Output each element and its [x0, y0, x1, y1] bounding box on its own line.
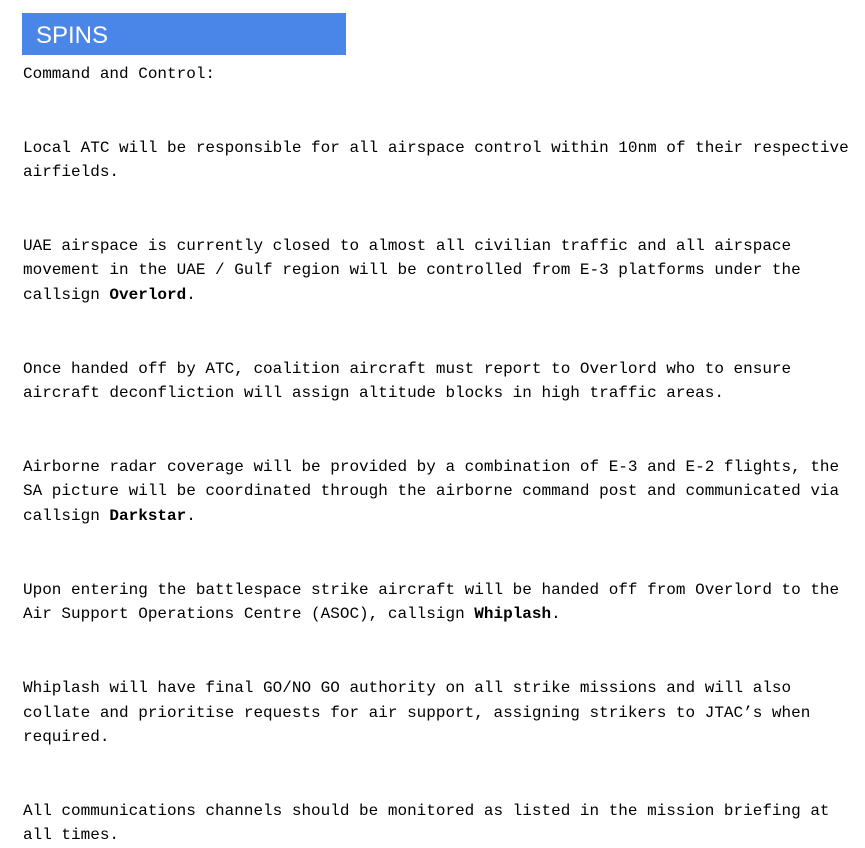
paragraph-2-line-2: movement in the UAE / Gulf region will be controlled from E-3 platforms under the — [23, 261, 801, 279]
paragraph-6-line-3: required. — [23, 728, 110, 746]
paragraph-1-line-1: Local ATC will be responsible for all airspace control within 10nm of their respective — [23, 139, 849, 157]
paragraph-3-line-1: Once handed off by ATC, coalition aircraft must report to Overlord who to ensure — [23, 360, 792, 378]
paragraph-4-line-3-prefix: callsign — [23, 507, 110, 525]
paragraph-3-line-2: aircraft deconfliction will assign altitude blocks in high traffic areas. — [23, 384, 724, 402]
callsign-overlord: Overlord — [109, 286, 187, 304]
paragraph-2-line-3 — [23, 283, 196, 308]
section-header-banner — [22, 13, 346, 55]
paragraph-7-line-2: all times. — [23, 826, 120, 844]
paragraph-5-line-2-suffix: . — [551, 605, 561, 623]
paragraph-4-line-2: SA picture will be coordinated through the airborne command post and communicated via — [23, 482, 840, 500]
paragraph-2-line-3-suffix: . — [186, 286, 196, 304]
paragraph-6-line-1: Whiplash will have final GO/NO GO authority on all strike missions and will also — [23, 679, 792, 697]
paragraph-2-line-3-prefix: callsign — [23, 286, 110, 304]
paragraph-5-line-2 — [23, 602, 561, 627]
paragraph-5-line-2-prefix: Air Support Operations Centre (ASOC), callsign — [23, 605, 475, 623]
callsign-whiplash: Whiplash — [474, 605, 552, 623]
callsign-darkstar: Darkstar — [109, 507, 187, 525]
section-heading: Command and Control: — [23, 65, 216, 83]
paragraph-4-line-3-suffix: . — [186, 507, 196, 525]
paragraph-4-line-1: Airborne radar coverage will be provided by a combination of E-3 and E-2 flights, the — [23, 458, 840, 476]
paragraph-2-line-1: UAE airspace is currently closed to almost all civilian traffic and all airspace — [23, 237, 792, 255]
paragraph-6-line-2: collate and prioritise requests for air support, assigning strikers to JTAC’s when — [23, 704, 811, 722]
paragraph-4-line-3 — [23, 504, 196, 529]
section-header-title: SPINS — [36, 22, 109, 49]
paragraph-1-line-2: airfields. — [23, 163, 120, 181]
paragraph-7-line-1: All communications channels should be monitored as listed in the mission briefing at — [23, 802, 830, 820]
paragraph-5-line-1: Upon entering the battlespace strike aircraft will be handed off from Overlord to the — [23, 581, 840, 599]
